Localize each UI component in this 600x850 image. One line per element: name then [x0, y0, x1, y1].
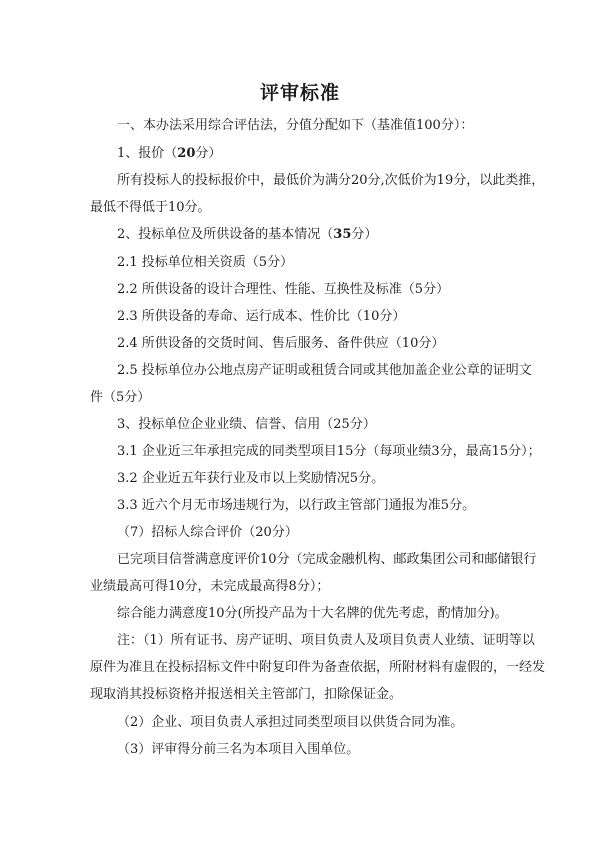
criterion-2-2: 2.2 所供设备的设计合理性、性能、互换性及标准（5分） — [117, 282, 450, 297]
criterion-2-5-line-2: 件（5分） — [90, 390, 151, 405]
evaluation-line-1: 已完项目信誉满意度评价10分（完成金融机构、邮政集团公司和邮储银行 — [117, 552, 537, 567]
section-1-score: 20 — [177, 146, 196, 161]
section-7-heading: （7）招标人综合评价（20分） — [117, 525, 298, 540]
page-title: 评审标准 — [259, 82, 340, 104]
criterion-3-2: 3.2 企业近五年获行业及市以上奖励情况5分。 — [117, 471, 385, 486]
section-2-score: 35 — [333, 227, 352, 242]
evaluation-line-3: 综合能力满意度10分(所投产品为十大名牌的优先考虑，酌情加分)。 — [117, 606, 508, 621]
criterion-3-3: 3.3 近六个月无市场违规行为，以行政主管部门通报为准5分。 — [117, 498, 476, 513]
section-2-suffix: 分） — [351, 227, 378, 242]
criterion-2-5-line-1: 2.5 投标单位办公地点房产证明或租赁合同或其他加盖企业公章的证明文 — [117, 363, 532, 378]
pricing-rule-line-1: 所有投标人的投标报价中，最低价为满分20分,次低价为19分，以此类推， — [117, 173, 545, 188]
criterion-3-1: 3.1 企业近三年承担完成的同类型项目15分（每项业绩3分，最高15分）； — [117, 444, 541, 459]
note-3: （3）评审得分前三名为本项目入围单位。 — [117, 742, 360, 757]
criterion-2-3: 2.3 所供设备的寿命、运行成本、性价比（10分） — [117, 309, 406, 324]
note-1-line-2: 原件为准且在投标招标文件中附复印件为备查依据，所附材料有虚假的，一经发 — [90, 660, 546, 675]
section-2-heading — [117, 226, 377, 244]
section-2-prefix: 2、投标单位及所供设备的基本情况（ — [117, 227, 334, 242]
section-1-suffix: 分） — [195, 146, 222, 161]
evaluation-line-2: 业绩最高可得10分，未完成最高得8分）； — [90, 579, 330, 594]
section-3-heading: 3、投标单位企业业绩、信誉、信用（25分） — [117, 417, 376, 432]
intro-line: 一、本办法采用综合评估法，分值分配如下（基准值100分）： — [117, 118, 474, 133]
section-1-prefix: 1、报价（ — [117, 146, 178, 161]
criterion-2-4: 2.4 所供设备的交货时间、售后服务、备件供应（10分） — [117, 336, 445, 351]
criterion-2-1: 2.1 投标单位相关资质（5分） — [117, 255, 294, 270]
section-1-heading — [117, 145, 221, 163]
note-2: （2）企业、项目负责人承担过同类型项目以供货合同为准。 — [117, 715, 464, 730]
note-1-line-1: 注：（1）所有证书、房产证明、项目负责人及项目负责人业绩、证明等以 — [117, 633, 535, 648]
note-1-line-3: 现取消其投标资格并报送相关主管部门，扣除保证金。 — [90, 687, 403, 702]
pricing-rule-line-2: 最低不得低于10分。 — [90, 200, 211, 215]
